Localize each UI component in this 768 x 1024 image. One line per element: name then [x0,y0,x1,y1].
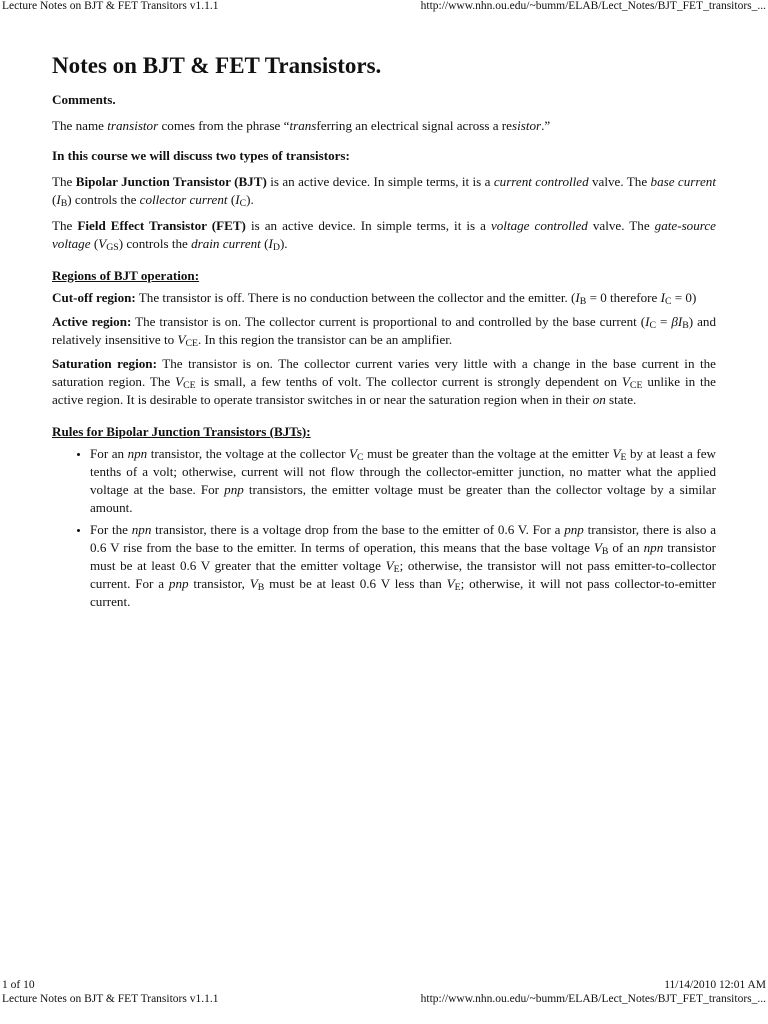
print-footer-datetime: 11/14/2010 12:01 AM [664,979,766,991]
fet-intro-paragraph: The Field Effect Transistor (FET) is an active device. In simple terms, it is a voltage controlled valve. The gate-source voltage $(V_{GS})$ controls the drain current $(I_D)$. [52,218,716,253]
bjt-regions-heading: Regions of BJT operation: [52,268,200,283]
rule-base-emitter-drop: • For the npn transistor, there is a voltage drop from the base to the emitter of 0.6 V. For a pnp transistor, there is also a 0.6 V rise from the base to the emitter. In terms of operation, this means that the base voltage $V_B$ of an npn transistor must be at least 0.6 V greater that the emitter voltage $V_E$; otherwise, the transistor will not pass emitter-to-collector current. For a pnp transistor, $V_B$ must be at least 0.6 V less than $V_E$; otherwise, it will not pass collector-to-emitter current. [90,521,716,611]
print-footer-url[interactable]: http://www.nhn.ou.edu/~bumm/ELAB/Lect_Notes/BJT_FET_transitors_... [420,993,766,1005]
bjt-rules-heading: Rules for Bipolar Junction Transistors (BJTs): [52,424,311,439]
saturation-region-paragraph: Saturation region: The transistor is on. The collector current varies very little with a change in the base current in the saturation region. The $V_{CE}$ is small, a few tenths of volt. The collector current is strongly dependent on $V_{CE}$ unlike in the active region. It is desirable to operate transistor switches in or near the saturation region when in their on state. [52,356,716,407]
print-footer-title: Lecture Notes on BJT & FET Transitors v1.1.1 [2,993,219,1005]
active-region-paragraph: Active region: The transistor is on. The collector current is proportional to and controlled by the base current $(I_C = \beta I_B)$ and relatively insensitive to $V_{CE}$. In this region the transistor can be an amplifier. [52,314,716,349]
comments-heading: Comments. [52,92,116,107]
cutoff-region-paragraph: Cut-off region: The transistor is off. There is no conduction between the collector and the emitter. ($I_B = 0$ therefore $I_C = 0$) [52,290,697,307]
rule-collector-voltage: • For an npn transistor, the voltage at the collector $V_C$ must be greater than the voltage at the emitter $V_E$ by at least a few tenths of a volt; otherwise, current will not flow through the collector-emitter junction, no matter what the applied voltage at the base. For pnp transistors, the emitter voltage must be greater than the collector voltage by a similar amount. [90,445,716,517]
print-footer-page-number: 1 of 10 [2,979,35,991]
name-origin-paragraph: The name transistor comes from the phrase “transferring an electrical signal across a resistor.” [52,118,551,133]
transistor-types-heading: In this course we will discuss two types of transistors: [52,148,350,163]
page-title: Notes on BJT & FET Transistors. [52,53,382,78]
print-header-url[interactable]: http://www.nhn.ou.edu/~bumm/ELAB/Lect_Notes/BJT_FET_transitors_... [420,0,766,12]
print-header-title: Lecture Notes on BJT & FET Transitors v1.1.1 [2,0,219,12]
bjt-intro-paragraph: The Bipolar Junction Transistor (BJT) is an active device. In simple terms, it is a current controlled valve. The base current $(I_B)$ controls the collector current $(I_C)$. [52,174,716,209]
document-body [52,52,716,615]
bjt-rules-list [52,445,716,611]
